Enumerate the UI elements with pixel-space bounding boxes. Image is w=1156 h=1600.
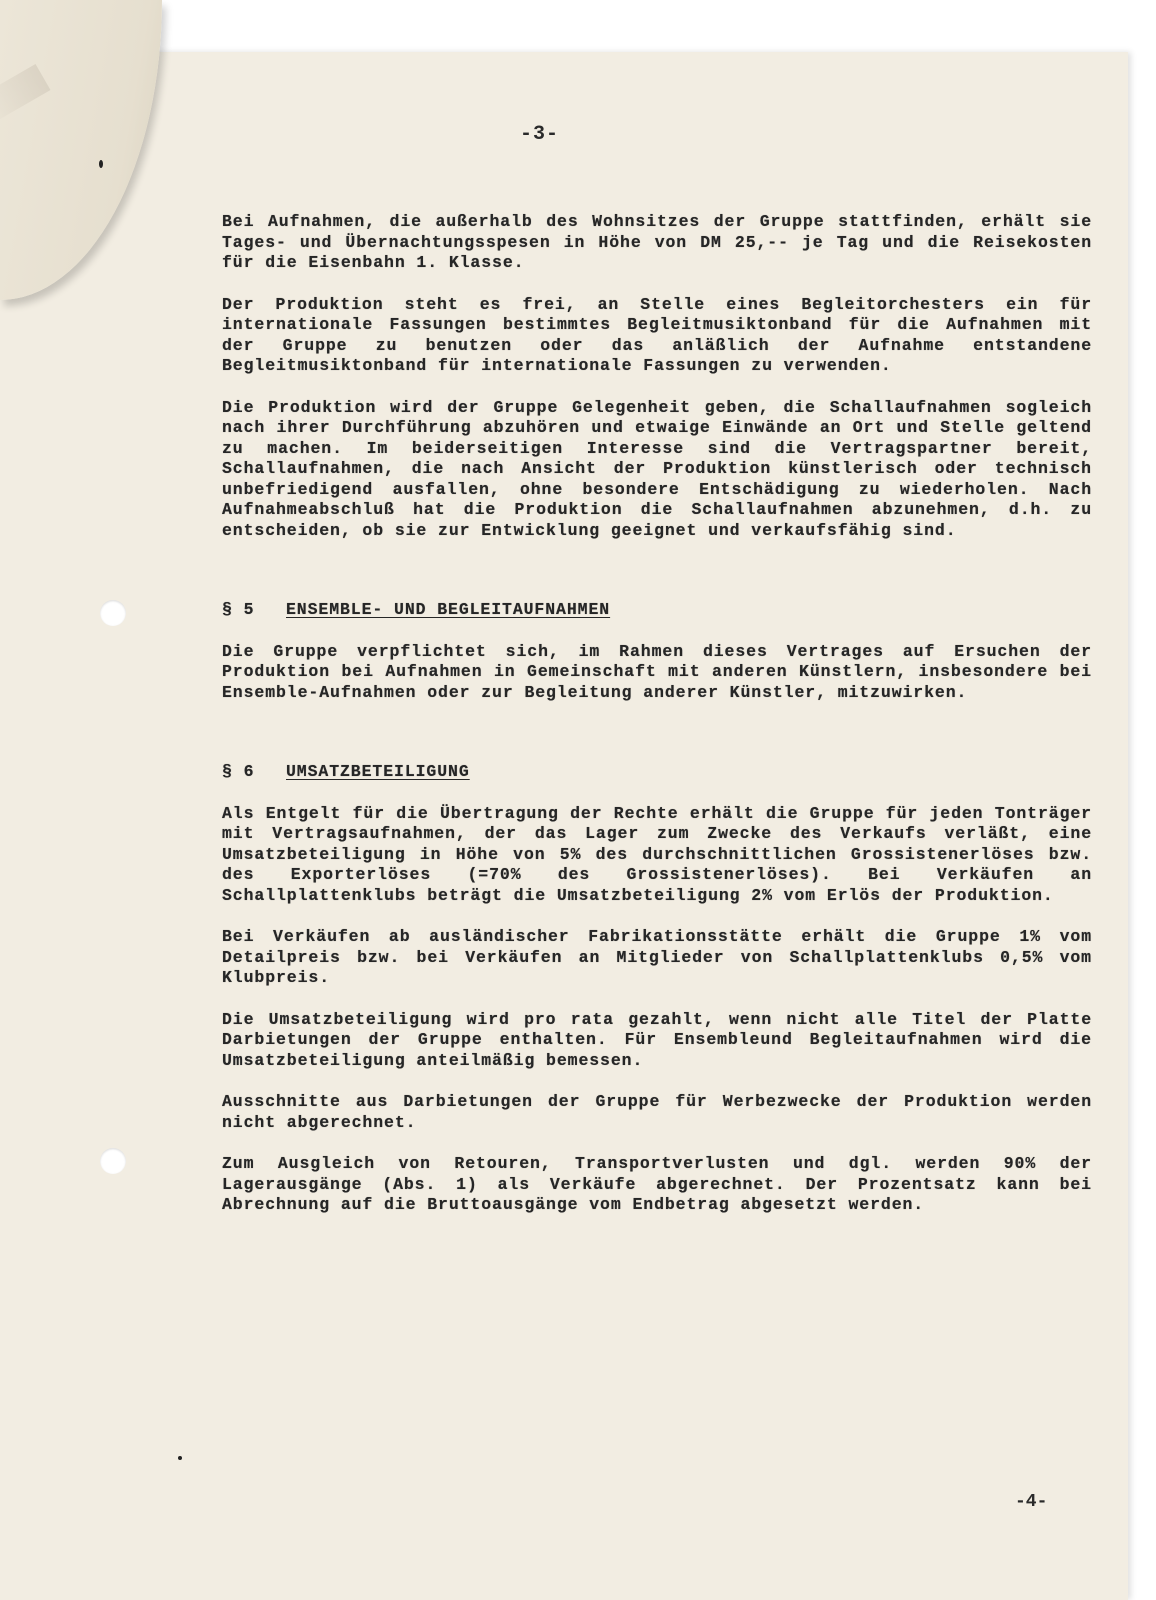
paragraph: Der Produktion steht es frei, an Stelle eines Begleitorchesters ein für internationale Fassungen bestimmtes Begleitmusiktonband für die Aufnahmen mit der Gruppe zu benutzen oder das anläßlich der Aufnahme entstandene Begleitmusiktonband für internationale Fassungen zu verwenden. [222,294,1092,375]
paragraph: Zum Ausgleich von Retouren, Transportverlusten und dgl. werden 90% der Lagerausgänge (Abs. 1) als Verkäufe abgerechnet. Der Prozentsatz kann bei Abrechnung auf die Bruttoausgänge vom Endbetrag abgesetzt werden. [222,1154,1092,1214]
section-number: § 6 [222,762,255,781]
paragraph: Als Entgelt für die Übertragung der Rechte erhält die Gruppe für jeden Tonträger mit Vertragsaufnahmen, der das Lager zum Zwecke des Verkaufs verläßt, eine Umsatzbeteiligung in Höhe von 5% des durchschnittlichen Grossistenerlöses bzw. des Exporterlöses (=70% des Grossistenerlöses). Bei Verkäufen an Schallplattenklubs beträgt die Umsatzbeteiligung 2% vom Erlös der Produktion. [222,803,1092,905]
page-number: -3- [520,123,560,146]
show-through-text [0,64,50,120]
section-heading-6 [222,762,1092,783]
section-title: UMSATZBETEILIGUNG [286,762,470,781]
punch-hole-lower [100,1148,126,1174]
ink-speck [99,160,103,168]
next-page-marker: -4- [1015,1492,1048,1512]
paragraph: Die Umsatzbeteiligung wird pro rata gezahlt, wenn nicht alle Titel der Platte Darbietungen der Gruppe enthalten. Für Ensembleund Begleitaufnahmen wird die Umsatzbeteiligung anteilmäßig bemessen. [222,1009,1092,1070]
section-number: § 5 [222,600,255,619]
paragraph: Die Produktion wird der Gruppe Gelegenheit geben, die Schallaufnahmen sogleich nach ihrer Durchführung abzuhören und etwaige Einwände an Ort und Stelle geltend zu machen. Im beiderseitigen Interesse sind die Vertragspartner bereit, Schallaufnahmen, die nach Ansicht der Produktion künstlerisch oder technisch unbefriedigend ausfallen, ohne besondere Entschädigung zu wiederholen. Nach Aufnahmeabschluß hat die Produktion die Schallaufnahmen abzunehmen, d.h. zu entscheiden, ob sie zur Entwicklung geeignet und verkaufsfähig sind. [222,397,1092,540]
ink-speck [178,1456,182,1460]
punch-hole-upper [100,600,126,626]
document-body [222,212,1092,1216]
paragraph: Bei Aufnahmen, die außerhalb des Wohnsitzes der Gruppe stattfinden, erhält sie Tages- und Übernachtungsspesen in Höhe von DM 25,-- je Tag und die Reisekosten für die Eisenbahn 1. Klasse. [222,212,1092,272]
paragraph: Die Gruppe verpflichtet sich, im Rahmen dieses Vertrages auf Ersuchen der Produktion bei Aufnahmen in Gemeinschaft mit anderen Künstlern, insbesondere bei Ensemble-Aufnahmen oder zur Begleitung anderer Künstler, mitzuwirken. [222,641,1092,702]
section-heading-5 [222,600,1092,621]
section-title: ENSEMBLE- UND BEGLEITAUFNAHMEN [286,600,611,619]
paragraph: Bei Verkäufen ab ausländischer Fabrikationsstätte erhält die Gruppe 1% vom Detailpreis bzw. bei Verkäufen an Mitglieder von Schallplattenklubs 0,5% vom Klubpreis. [222,927,1092,987]
paragraph: Ausschnitte aus Darbietungen der Gruppe für Werbezwecke der Produktion werden nicht abgerechnet. [222,1092,1092,1132]
